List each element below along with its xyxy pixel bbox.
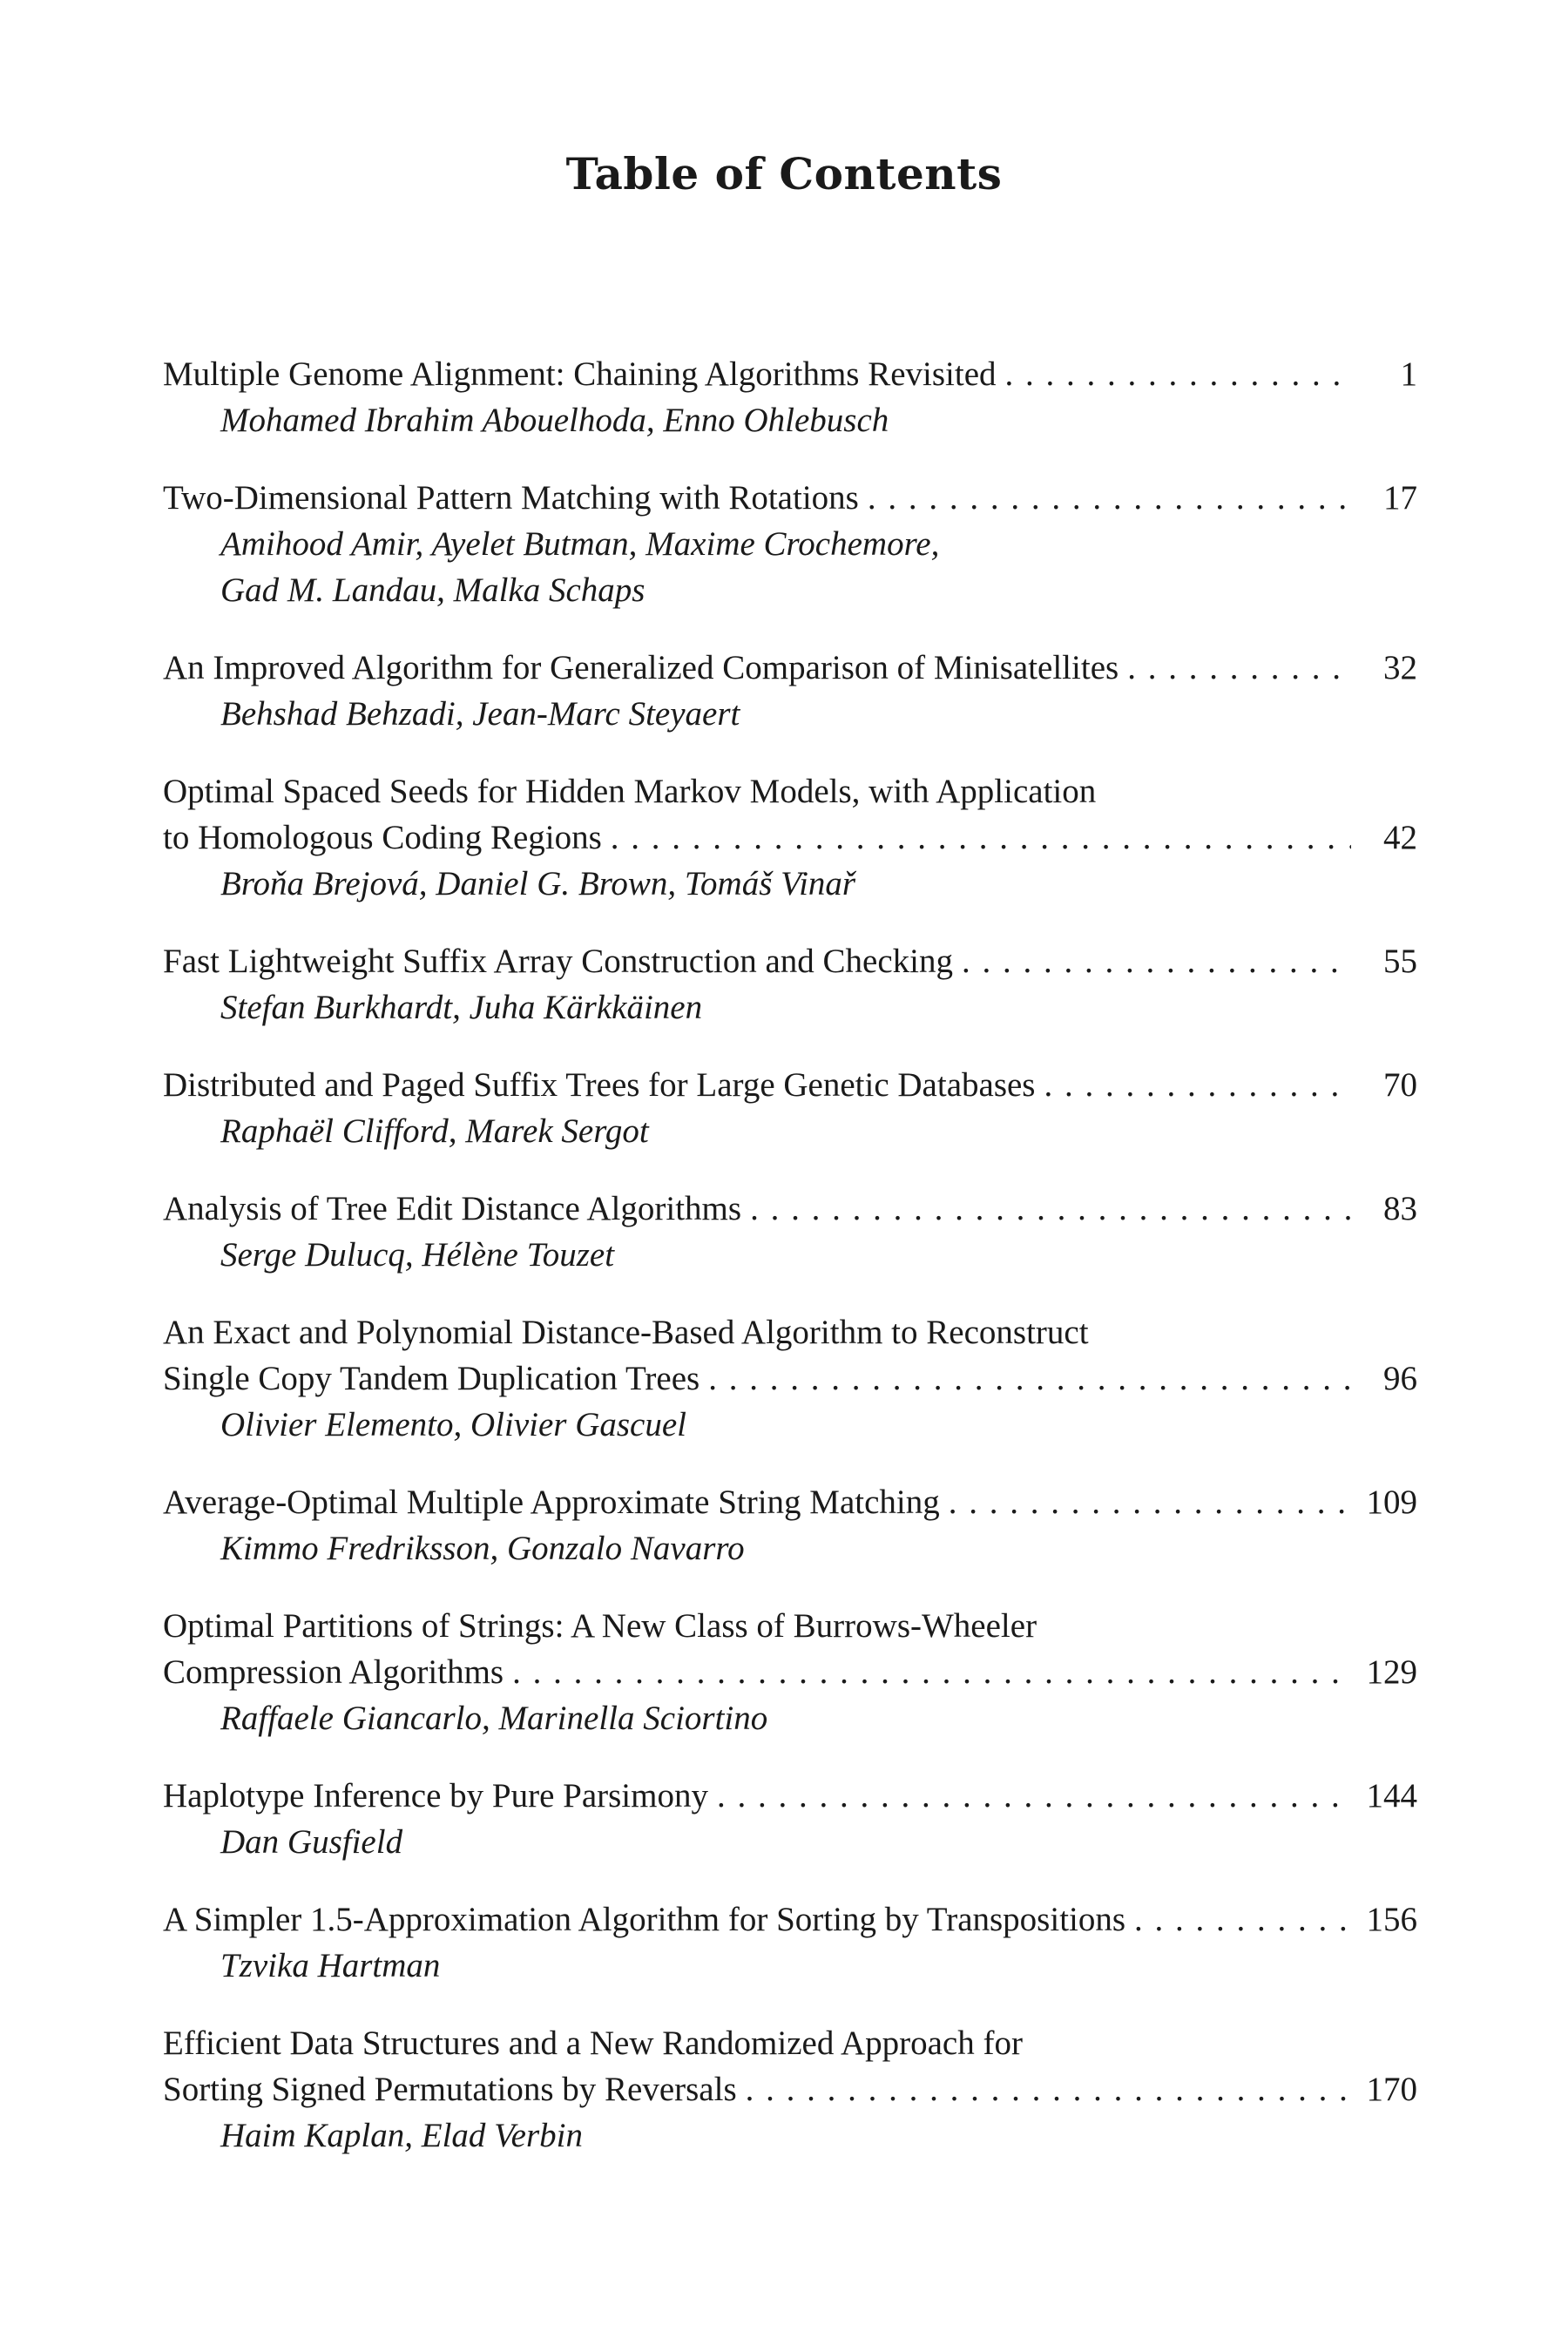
entry-title-line — [163, 1649, 1417, 1695]
entry-title: Two-Dimensional Pattern Matching with Rotations — [163, 479, 859, 517]
toc-entry[interactable] — [163, 2020, 1417, 2159]
entry-title: Haplotype Inference by Pure Parsimony — [163, 1777, 708, 1815]
toc-entry[interactable] — [163, 1896, 1417, 1989]
page-number: 70 — [1383, 1066, 1417, 1104]
entry-authors: Stefan Burkhardt, Juha Kärkkäinen — [220, 989, 703, 1026]
entry-authors: Raffaele Giancarlo, Marinella Sciortino — [220, 1700, 768, 1737]
entry-title-first-line: Optimal Partitions of Strings: A New Class of Burrows-Wheeler — [163, 1607, 1037, 1645]
entry-title: Analysis of Tree Edit Distance Algorithms — [163, 1190, 742, 1227]
page-number: 109 — [1366, 1484, 1417, 1521]
entry-title-line — [163, 938, 1417, 984]
toc-entry[interactable] — [163, 1062, 1417, 1154]
entry-authors: Mohamed Ibrahim Abouelhoda, Enno Ohlebusch — [220, 402, 889, 439]
entry-title: Sorting Signed Permutations by Reversals — [163, 2071, 737, 2108]
toc-entry[interactable] — [163, 645, 1417, 737]
dot-leader — [1005, 351, 1351, 397]
entry-authors: Kimmo Fredriksson, Gonzalo Navarro — [220, 1530, 745, 1567]
dot-leader — [949, 1479, 1351, 1525]
entry-title-line — [163, 645, 1417, 691]
entry-title: Single Copy Tandem Duplication Trees — [163, 1360, 700, 1397]
dot-leader — [962, 938, 1351, 984]
entry-title-first-line: Optimal Spaced Seeds for Hidden Markov Models, with Application — [163, 773, 1097, 810]
toc-entry[interactable] — [163, 1309, 1417, 1448]
page-number: 55 — [1383, 943, 1417, 980]
entry-title: Distributed and Paged Suffix Trees for Large Genetic Databases — [163, 1066, 1036, 1104]
entry-title: Multiple Genome Alignment: Chaining Algorithms Revisited — [163, 355, 997, 393]
entry-authors: Behshad Behzadi, Jean-Marc Steyaert — [220, 695, 740, 733]
entry-authors: Amihood Amir, Ayelet Butman, Maxime Crochemore, — [220, 525, 940, 563]
entry-title-line — [163, 1186, 1417, 1232]
page-number: 170 — [1366, 2071, 1417, 2108]
entry-title: Average-Optimal Multiple Approximate String Matching — [163, 1484, 940, 1521]
table-of-contents — [163, 351, 1417, 2190]
entry-authors: Broňa Brejová, Daniel G. Brown, Tomáš Vinař — [220, 865, 856, 902]
page-number: 17 — [1383, 479, 1417, 517]
toc-entry[interactable] — [163, 768, 1417, 907]
dot-leader — [611, 814, 1351, 861]
entry-authors: Raphaël Clifford, Marek Sergot — [220, 1112, 649, 1150]
dot-leader — [1127, 645, 1351, 691]
entry-title-first-line: Efficient Data Structures and a New Randomized Approach for — [163, 2024, 1023, 2062]
entry-title-line — [163, 1355, 1417, 1402]
toc-entry[interactable] — [163, 1479, 1417, 1571]
entry-title-line — [163, 814, 1417, 861]
entry-title-line — [163, 1062, 1417, 1108]
page-number: 129 — [1366, 1653, 1417, 1691]
toc-entry[interactable] — [163, 1773, 1417, 1865]
entry-title: A Simpler 1.5-Approximation Algorithm for Sorting by Transpositions — [163, 1901, 1126, 1938]
toc-entry[interactable] — [163, 351, 1417, 443]
entry-title-first-line: An Exact and Polynomial Distance-Based Algorithm to Reconstruct — [163, 1314, 1089, 1351]
entry-authors: Tzvika Hartman — [220, 1947, 441, 1984]
entry-title: An Improved Algorithm for Generalized Comparison of Minisatellites — [163, 649, 1119, 686]
toc-entry[interactable] — [163, 1186, 1417, 1278]
dot-leader — [1044, 1062, 1352, 1108]
toc-entry[interactable] — [163, 938, 1417, 1031]
toc-entry[interactable] — [163, 475, 1417, 613]
entry-title-line — [163, 1896, 1417, 1943]
entry-title: Fast Lightweight Suffix Array Construction and Checking — [163, 943, 954, 980]
page-title: Table of Contents — [565, 148, 1003, 199]
page-number: 1 — [1400, 355, 1417, 393]
dot-leader — [750, 1186, 1351, 1232]
dot-leader — [512, 1649, 1351, 1695]
entry-title-line — [163, 2066, 1417, 2112]
dot-leader — [1134, 1896, 1351, 1943]
entry-authors: Serge Dulucq, Hélène Touzet — [220, 1236, 615, 1274]
entry-title: Compression Algorithms — [163, 1653, 504, 1691]
page-number: 96 — [1383, 1360, 1417, 1397]
dot-leader — [717, 1773, 1351, 1819]
entry-title-line — [163, 475, 1417, 521]
page-number: 156 — [1366, 1901, 1417, 1938]
page-number: 32 — [1383, 649, 1417, 686]
dot-leader — [708, 1355, 1351, 1402]
toc-entry[interactable] — [163, 1603, 1417, 1741]
entry-title-line — [163, 1773, 1417, 1819]
page-number: 83 — [1383, 1190, 1417, 1227]
entry-title-line — [163, 351, 1417, 397]
dot-leader — [868, 475, 1351, 521]
entry-authors: Dan Gusfield — [220, 1823, 403, 1861]
entry-title-line — [163, 1479, 1417, 1525]
page-number: 144 — [1366, 1777, 1417, 1815]
entry-title: to Homologous Coding Regions — [163, 819, 602, 856]
entry-authors: Haim Kaplan, Elad Verbin — [220, 2117, 583, 2154]
entry-authors: Olivier Elemento, Olivier Gascuel — [220, 1406, 687, 1443]
dot-leader — [746, 2066, 1351, 2112]
page-number: 42 — [1383, 819, 1417, 856]
entry-authors: Gad M. Landau, Malka Schaps — [220, 571, 645, 609]
